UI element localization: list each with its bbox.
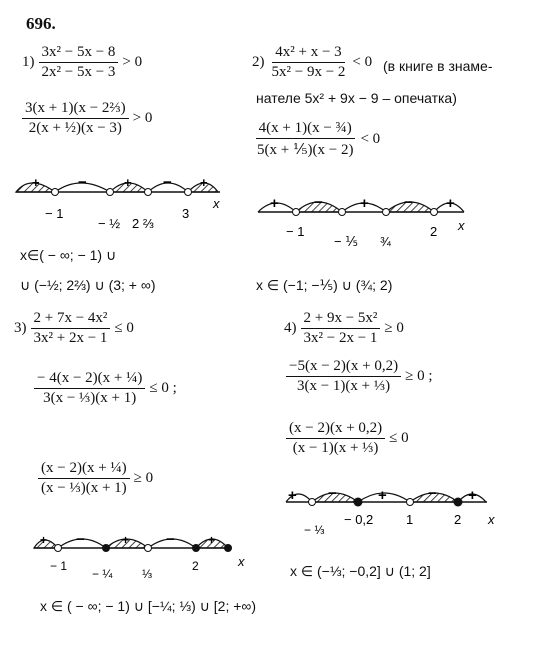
part-4-simplified-numerator: (x − 2)(x + 0,2): [286, 420, 385, 439]
part-4-number-line: [282, 480, 507, 550]
axis-label: x: [213, 196, 220, 211]
part-2-factored-numerator: 4(x + 1)(x − ¾): [256, 120, 355, 139]
axis-label: x: [458, 218, 465, 233]
part-1-factored-denominator: 2(x + ½)(x − 3): [28, 120, 122, 136]
part-3-simplified-numerator: (x − 2)(x + ¼): [38, 460, 130, 479]
tick-label: − ⅓: [304, 523, 325, 537]
sign-3: +: [360, 195, 369, 212]
sign-5: +: [468, 487, 477, 504]
part-2-relation: < 0: [352, 54, 373, 71]
part-4-numerator: 2 + 9x − 5x²: [301, 310, 381, 329]
part-4-factored-numerator: −5(x − 2)(x + 0,2): [286, 358, 401, 377]
sign-1: +: [288, 487, 297, 504]
part-3: [14, 310, 134, 347]
part-4-label: 4): [284, 320, 297, 337]
part-1-inequality: [39, 44, 119, 81]
sign-4: −: [404, 194, 413, 211]
part-3-label: 3): [14, 320, 27, 337]
part-1-numerator: 3x² − 5x − 8: [39, 44, 119, 63]
part-2-numerator: 4x² + x − 3: [272, 44, 344, 63]
sign-1: +: [32, 175, 40, 190]
tick-label: 2: [430, 224, 438, 239]
part-1-factored-relation: > 0: [132, 110, 153, 127]
tick-label: − ¼: [92, 567, 113, 581]
part-2-factored-denominator: 5(x + ⅕)(x − 2): [257, 142, 354, 158]
sign-2: −: [76, 531, 85, 548]
part-4-simplified: [286, 420, 409, 457]
part-4-relation: ≥ 0: [384, 320, 404, 337]
part-3-simplified: [38, 460, 153, 497]
tick-label: − 1: [286, 224, 305, 239]
part-2-note-line-1: (в книге в знаме-: [383, 58, 493, 74]
tick-label: − 1: [45, 206, 64, 221]
part-4-simplified-relation: ≤ 0: [389, 430, 409, 447]
part-3-number-line: [30, 526, 250, 588]
part-2-answer: x ∈ (−1; −⅕) ∪ (¾; 2): [256, 277, 393, 293]
sign-3: +: [122, 533, 130, 547]
tick-label: − ½: [98, 216, 121, 231]
part-4: [284, 310, 404, 347]
part-3-factored-numerator: − 4(x − 2)(x + ¼): [34, 370, 145, 389]
sign-5: +: [200, 175, 208, 190]
part-1-label: 1): [22, 54, 35, 71]
part-3-factored-relation: ≤ 0 ;: [149, 380, 177, 397]
tick-label: 3: [182, 206, 190, 221]
part-3-relation: ≤ 0: [114, 320, 134, 337]
tick-label: 2: [192, 559, 199, 573]
part-3-answer: x ∈ ( − ∞; − 1) ∪ [−¼; ⅓) ∪ [2; +∞): [40, 598, 257, 614]
problem-number: 696.: [26, 14, 56, 33]
sign-1: +: [40, 533, 48, 547]
tick-label: − ⅕: [334, 234, 358, 249]
part-1-number-line: [10, 170, 235, 242]
tick-label: − 1: [50, 559, 68, 573]
tick-label: ⅓: [142, 567, 153, 581]
part-1-answer-line-1: x∈( − ∞; − 1) ∪: [20, 247, 117, 263]
part-3-simplified-denominator: (x − ⅓)(x + 1): [41, 480, 127, 496]
sign-4: −: [163, 174, 172, 191]
part-1: [22, 44, 142, 81]
tick-label: 2: [454, 512, 462, 527]
part-1-factored-numerator: 3(x + 1)(x − 2⅔): [22, 100, 129, 119]
sign-5: +: [446, 195, 455, 212]
sign-2: −: [328, 485, 337, 502]
axis-label: x: [238, 554, 245, 569]
part-4-factored: [286, 358, 433, 395]
part-3-simplified-relation: ≥ 0: [133, 470, 154, 487]
sign-4: −: [428, 485, 437, 502]
sign-4: −: [166, 531, 175, 548]
sign-5: +: [208, 533, 216, 547]
axis-label: x: [488, 512, 495, 527]
part-4-denominator: 3x² − 2x − 1: [303, 330, 378, 346]
sign-1: +: [270, 195, 279, 212]
sign-3: +: [378, 487, 387, 504]
part-2-label: 2): [252, 54, 265, 71]
tick-label: − 0,2: [344, 512, 374, 527]
part-1-factored: [22, 100, 152, 137]
part-4-answer: x ∈ (−⅓; −0,2] ∪ (1; 2]: [290, 563, 431, 579]
tick-label: ¾: [380, 234, 391, 249]
sign-2: −: [78, 174, 87, 191]
part-3-factored: [34, 370, 177, 407]
tick-label: 2 ⅔: [132, 216, 154, 231]
sign-2: −: [314, 194, 323, 211]
part-2: [252, 44, 372, 81]
part-1-denominator: 2x² − 5x − 3: [41, 64, 116, 80]
part-4-simplified-denominator: (x − 1)(x + ⅓): [292, 440, 379, 456]
part-2-factored: [254, 120, 380, 159]
part-1-relation: > 0: [122, 54, 143, 71]
part-3-factored-denominator: 3(x − ⅓)(x + 1): [43, 390, 137, 406]
part-4-factored-relation: ≥ 0 ;: [405, 368, 433, 385]
sign-3: +: [124, 175, 132, 190]
part-2-denominator: 5x² − 9x − 2: [271, 64, 346, 80]
part-2-number-line: [252, 186, 477, 258]
part-2-note-line-2: нателе 5x² + 9x − 9 – опечатка): [256, 90, 457, 106]
tick-label: 1: [406, 512, 414, 527]
part-4-factored-denominator: 3(x − 1)(x + ⅓): [296, 378, 391, 394]
part-2-factored-relation: < 0: [360, 131, 381, 148]
part-3-numerator: 2 + 7x − 4x²: [31, 310, 111, 329]
part-1-answer-line-2: ∪ (−½; 2⅔) ∪ (3; + ∞): [20, 277, 156, 293]
part-3-denominator: 3x² + 2x − 1: [33, 330, 108, 346]
